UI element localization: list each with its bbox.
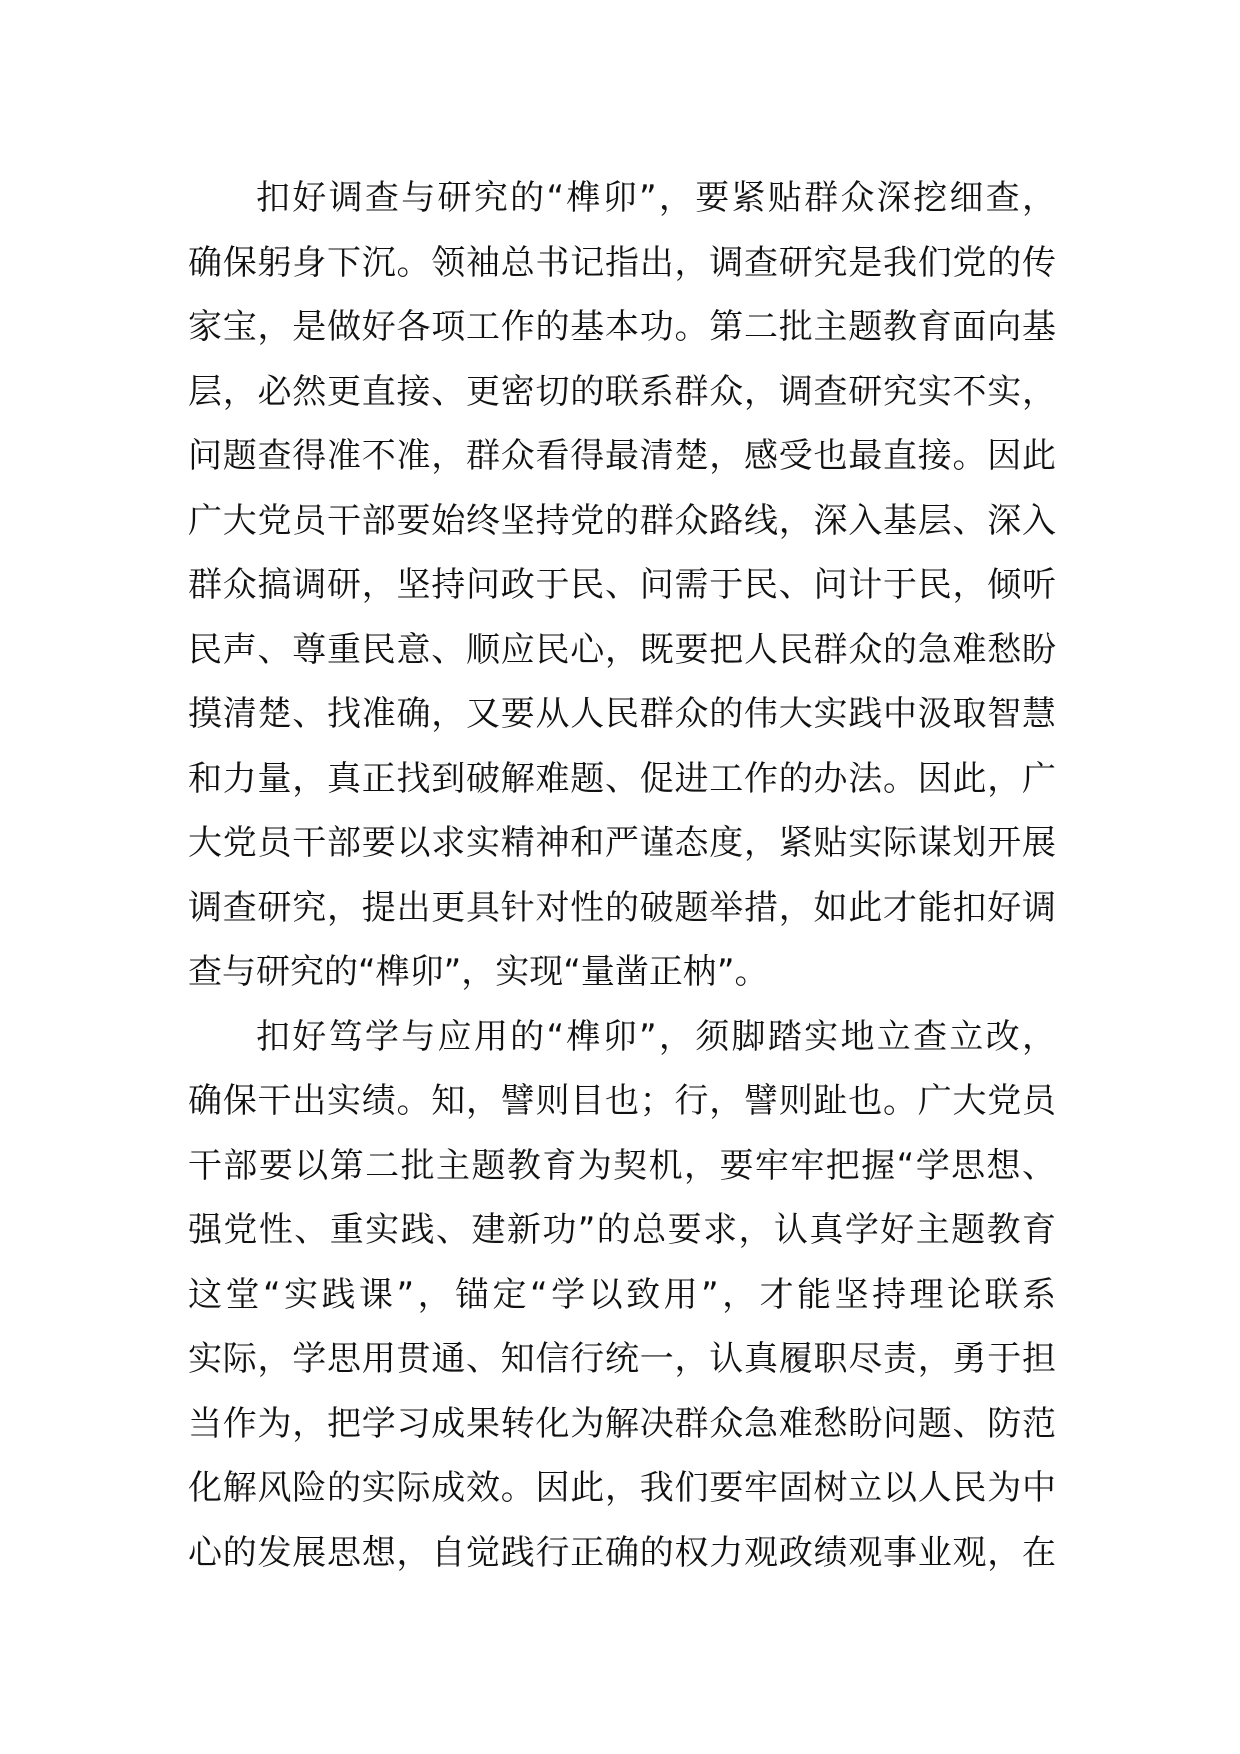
text-line: 心的发展思想，自觉践行正确的权力观政绩观事业观，在: [188, 1532, 1056, 1573]
text-line: 干部要以第二批主题教育为契机，要牢牢把握“学思想、: [188, 1145, 1056, 1186]
text-line: 层，必然更直接、更密切的联系群众，调查研究实不实，: [188, 371, 1056, 412]
text-line: 化解风险的实际成效。因此，我们要牢固树立以人民为中: [188, 1468, 1056, 1508]
paragraph-study-application: [188, 1005, 1056, 1586]
document-body: [188, 166, 1056, 1585]
text-line: 民声、尊重民意、顺应民心，既要把人民群众的急难愁盼: [188, 629, 1056, 670]
text-line: 强党性、重实践、建新功”的总要求，认真学好主题教育: [188, 1210, 1056, 1250]
text-line: 扣好笃学与应用的“榫卯”，须脚踏实地立查立改，: [256, 1016, 1056, 1057]
text-line: 摸清楚、找准确，又要从人民群众的伟大实践中汲取智慧: [188, 694, 1056, 734]
text-line: 广大党员干部要始终坚持党的群众路线，深入基层、深入: [188, 500, 1056, 541]
text-line: 群众搞调研，坚持问政于民、问需于民、问计于民，倾听: [188, 565, 1056, 605]
text-line: 调查研究，提出更具针对性的破题举措，如此才能扣好调: [188, 887, 1056, 928]
text-line: 扣好调查与研究的“榫卯”，要紧贴群众深挖细查，: [256, 178, 1056, 218]
text-line: 问题查得准不准，群众看得最清楚，感受也最直接。因此: [188, 436, 1056, 476]
text-line: 大党员干部要以求实精神和严谨态度，紧贴实际谋划开展: [188, 823, 1056, 863]
text-line: 这堂“实践课”，锚定“学以致用”，才能坚持理论联系: [188, 1274, 1056, 1315]
text-line: 和力量，真正找到破解难题、促进工作的办法。因此，广: [188, 758, 1056, 799]
text-line: 确保干出实绩。知，譬则目也；行，譬则趾也。广大党员: [188, 1081, 1056, 1121]
text-line: 查与研究的“榫卯”，实现“量凿正枘”。: [188, 952, 769, 992]
text-line: 家宝，是做好各项工作的基本功。第二批主题教育面向基: [188, 307, 1056, 347]
paragraph-research: [188, 166, 1056, 1005]
text-line: 确保躬身下沉。领袖总书记指出，调查研究是我们党的传: [188, 242, 1056, 283]
text-line: 当作为，把学习成果转化为解决群众急难愁盼问题、防范: [188, 1403, 1056, 1444]
text-line: 实际，学思用贯通、知信行统一，认真履职尽责，勇于担: [188, 1339, 1056, 1379]
